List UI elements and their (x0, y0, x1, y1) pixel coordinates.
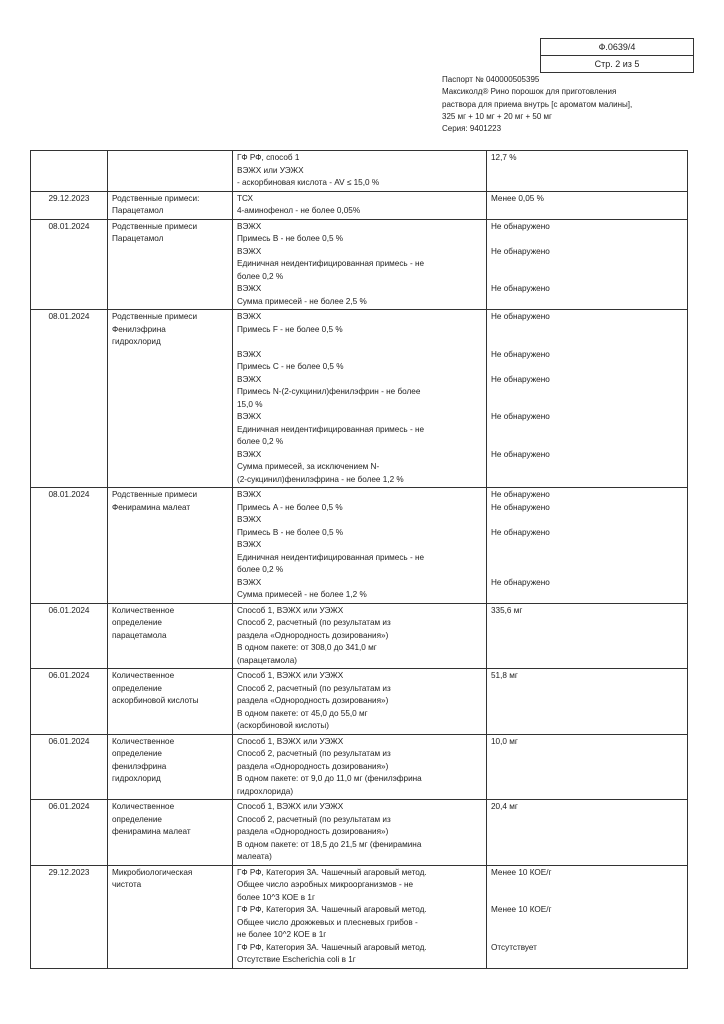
test-date: 06.01.2024 (48, 605, 90, 615)
result-value (491, 786, 683, 799)
method-spec-line: ВЭЖХ (237, 312, 262, 321)
test-name-cell (108, 310, 233, 488)
method-spec-cell (233, 669, 487, 735)
test-name-line: гидрохлорид (112, 774, 161, 783)
result-value (491, 720, 683, 733)
method-spec-line: В одном пакете: от 18,5 до 21,5 мг (фенирамина (237, 839, 422, 849)
method-spec-line: 15,0 % (237, 399, 263, 409)
result-value (491, 296, 683, 309)
method-spec-line: более 10^3 КОЕ в 1г (237, 892, 315, 902)
method-spec-line: Способ 1, ВЭЖХ или УЭЖХ (237, 605, 344, 615)
test-name-line: Родственные примеси (112, 490, 198, 499)
table-row (31, 865, 688, 968)
method-spec-line: 4-аминофенол - не более 0,05% (237, 206, 361, 215)
result-cell (487, 488, 688, 604)
result-value: Менее 10 КОЕ/г (491, 905, 552, 914)
result-value (491, 642, 683, 655)
result-value (491, 539, 683, 552)
result-cell (487, 865, 688, 968)
result-value (491, 761, 683, 774)
method-spec-line: ТСХ (237, 193, 253, 203)
method-spec-line: Примесь B - не более 0,5 % (237, 234, 344, 243)
table-row (31, 219, 688, 310)
test-date: 08.01.2024 (48, 221, 90, 231)
result-value (491, 917, 683, 930)
test-date-cell (31, 151, 108, 192)
method-spec-line: ВЭЖХ (237, 349, 262, 359)
result-value (491, 271, 683, 284)
result-value (491, 655, 683, 668)
test-date: 06.01.2024 (48, 802, 90, 811)
result-value (491, 424, 683, 437)
method-spec-line: ГФ РФ, Категория 3А. Чашечный агаровый метод. (237, 905, 427, 914)
test-date-cell (31, 219, 108, 310)
table-row (31, 603, 688, 669)
result-value: 20,4 мг (491, 802, 518, 811)
table-row (31, 734, 688, 800)
passport-number: Паспорт № 040000505395 (442, 75, 540, 84)
result-value (491, 826, 683, 839)
method-spec-line: - аскорбиновая кислота - AV ≤ 15,0 % (237, 178, 380, 187)
method-spec-line: Единичная неидентифицированная примесь - не (237, 552, 425, 562)
result-value (491, 892, 683, 905)
result-cell (487, 219, 688, 310)
method-spec-line: ВЭЖХ (237, 284, 262, 293)
method-spec-cell (233, 191, 487, 219)
method-spec-line: Сумма примесей, за исключением N- (237, 462, 380, 471)
test-name-line: фенирамина малеат (112, 827, 191, 836)
table-row (31, 151, 688, 192)
test-name-line: Парацетамол (112, 206, 164, 215)
product-dosage: 325 мг + 10 мг + 20 мг + 50 мг (442, 111, 552, 121)
product-name-line-2: раствора для приема внутрь [с ароматом малины], (442, 99, 633, 109)
test-name-line: Количественное (112, 671, 175, 680)
result-value: 51,8 мг (491, 671, 518, 680)
page-number: Стр. 2 из 5 (541, 55, 693, 72)
result-value: Не обнаружено (491, 412, 550, 421)
method-spec-line: Способ 2, расчетный (по результатам из (237, 683, 391, 693)
test-date: 29.12.2023 (48, 193, 90, 203)
method-spec-line: раздела «Однородность дозирования») (237, 761, 389, 771)
test-name-cell (108, 800, 233, 866)
test-name-cell (108, 734, 233, 800)
method-spec-line: Примесь F - не более 0,5 % (237, 324, 343, 334)
method-spec-line: Общее число дрожжевых и плесневых грибов - (237, 917, 418, 927)
method-spec-cell (233, 865, 487, 968)
test-name-cell (108, 865, 233, 968)
result-value (491, 552, 683, 565)
test-name-line: Фенирамина малеат (112, 502, 191, 512)
method-spec-line: Сумма примесей - не более 2,5 % (237, 296, 367, 306)
test-name-cell (108, 669, 233, 735)
result-value (491, 233, 683, 246)
table-row (31, 800, 688, 866)
result-cell (487, 151, 688, 192)
test-date-cell (31, 603, 108, 669)
result-value (491, 954, 683, 967)
result-value (491, 514, 683, 527)
test-date-cell (31, 191, 108, 219)
form-code: Ф.0639/4 (598, 42, 636, 52)
method-spec-line: Единичная неидентифицированная примесь - не (237, 424, 425, 434)
method-spec-line: ВЭЖХ (237, 374, 262, 384)
result-value (491, 324, 683, 337)
test-name-line: Количественное (112, 736, 175, 746)
result-value: 10,0 мг (491, 736, 518, 746)
method-spec-line: раздела «Однородность дозирования») (237, 630, 389, 640)
result-value (491, 436, 683, 449)
result-cell (487, 669, 688, 735)
result-value: Не обнаружено (491, 221, 550, 231)
test-name-line: Фенилэфрина (112, 324, 166, 334)
test-name-line: чистота (112, 880, 142, 889)
table-row (31, 488, 688, 604)
result-value: 335,6 мг (491, 605, 523, 615)
method-spec-cell (233, 310, 487, 488)
test-name-line: определение (112, 749, 162, 758)
method-spec-line: ВЭЖХ (237, 577, 262, 587)
result-value (491, 879, 683, 892)
result-value: Не обнаружено (491, 374, 550, 384)
result-value: Не обнаружено (491, 502, 550, 512)
method-spec-line: ВЭЖХ или УЭЖХ (237, 165, 304, 175)
result-value: Отсутствует (491, 942, 537, 952)
result-value (491, 336, 683, 349)
test-date-cell (31, 310, 108, 488)
method-spec-line (237, 336, 482, 349)
test-date-cell (31, 488, 108, 604)
result-cell (487, 734, 688, 800)
method-spec-line: (аскорбиновой кислоты) (237, 721, 330, 730)
method-spec-line: Способ 1, ВЭЖХ или УЭЖХ (237, 671, 344, 680)
method-spec-line: В одном пакете: от 45,0 до 55,0 мг (237, 708, 368, 718)
table-row (31, 669, 688, 735)
result-value (491, 165, 683, 178)
result-value: Не обнаружено (491, 312, 550, 321)
test-name-line: Парацетамол (112, 234, 164, 243)
test-name-line: Микробиологическая (112, 867, 193, 877)
method-spec-line: Примесь B - не более 0,5 % (237, 527, 344, 537)
test-name-line: фенилэфрина (112, 761, 167, 771)
test-name-line: определение (112, 814, 162, 824)
method-spec-line: ВЭЖХ (237, 515, 262, 524)
result-value (491, 814, 683, 827)
method-spec-cell (233, 603, 487, 669)
test-date-cell (31, 669, 108, 735)
result-value (491, 386, 683, 399)
table-row (31, 191, 688, 219)
product-name-line-1: Максиколд® Рино порошок для приготовления (442, 87, 617, 97)
result-value (491, 630, 683, 643)
test-date: 08.01.2024 (48, 312, 90, 321)
method-spec-line: не более 10^2 КОЕ в 1г (237, 930, 327, 939)
test-date-cell (31, 800, 108, 866)
result-cell (487, 191, 688, 219)
method-spec-line: ВЭЖХ (237, 246, 262, 256)
result-value (491, 474, 683, 487)
test-name-line: определение (112, 683, 162, 693)
form-code-box (540, 38, 694, 73)
result-cell (487, 800, 688, 866)
result-value (491, 258, 683, 271)
result-value (491, 564, 683, 577)
method-spec-line: (парацетамола) (237, 655, 297, 665)
result-cell (487, 603, 688, 669)
method-spec-line: В одном пакете: от 9,0 до 11,0 мг (фенилэфрина (237, 774, 422, 783)
method-spec-line: ГФ РФ, способ 1 (237, 153, 300, 162)
method-spec-line: малеата) (237, 852, 272, 861)
test-date: 06.01.2024 (48, 671, 90, 680)
method-spec-line: раздела «Однородность дозирования») (237, 696, 389, 705)
method-spec-line: ГФ РФ, Категория 3А. Чашечный агаровый метод. (237, 867, 427, 877)
result-value: 12,7 % (491, 153, 517, 162)
result-value: Не обнаружено (491, 527, 550, 537)
result-value: Менее 10 КОЕ/г (491, 867, 552, 877)
method-spec-line: Отсутствие Escherichia coli в 1г (237, 955, 356, 964)
method-spec-line: Единичная неидентифицированная примесь - не (237, 259, 425, 268)
result-value (491, 773, 683, 786)
test-name-line: аскорбиновой кислоты (112, 696, 199, 705)
method-spec-line: более 0,2 % (237, 271, 284, 281)
test-date-cell (31, 865, 108, 968)
test-name-cell (108, 603, 233, 669)
method-spec-line: ВЭЖХ (237, 221, 262, 231)
result-value (491, 683, 683, 696)
method-spec-line: В одном пакете: от 308,0 до 341,0 мг (237, 643, 377, 652)
document-header (442, 74, 702, 135)
test-name-line: Количественное (112, 802, 175, 811)
result-value (491, 851, 683, 864)
method-spec-line: более 0,2 % (237, 565, 284, 574)
batch-number: Серия: 9401223 (442, 124, 502, 134)
method-spec-line: (2-сукцинил)фенилэфрина - не более 1,2 % (237, 474, 404, 484)
result-value: Не обнаружено (491, 349, 550, 359)
method-spec-line: Способ 2, расчетный (по результатам из (237, 749, 391, 758)
method-spec-line: Сумма примесей - не более 1,2 % (237, 590, 367, 599)
result-value (491, 361, 683, 374)
result-value: Не обнаружено (491, 246, 550, 256)
method-spec-line: ГФ РФ, Категория 3А. Чашечный агаровый метод. (237, 942, 427, 952)
method-spec-line: Способ 1, ВЭЖХ или УЭЖХ (237, 802, 344, 811)
method-spec-line: ВЭЖХ (237, 412, 262, 421)
result-value (491, 929, 683, 942)
result-cell (487, 310, 688, 488)
test-name-line: Родственные примеси: (112, 193, 200, 203)
test-name-line: парацетамола (112, 630, 167, 640)
method-spec-line: Способ 2, расчетный (по результатам из (237, 814, 391, 824)
method-spec-cell (233, 800, 487, 866)
method-spec-line: Примесь C - не более 0,5 % (237, 362, 344, 371)
test-name-line: Родственные примеси (112, 312, 198, 321)
method-spec-cell (233, 734, 487, 800)
result-value (491, 461, 683, 474)
result-value (491, 177, 683, 190)
test-date: 29.12.2023 (48, 867, 90, 877)
test-name-cell (108, 488, 233, 604)
result-value (491, 708, 683, 721)
result-value: Не обнаружено (491, 284, 550, 293)
test-date: 08.01.2024 (48, 490, 90, 499)
result-value (491, 748, 683, 761)
result-value (491, 695, 683, 708)
test-name-line: Количественное (112, 605, 175, 615)
result-value (491, 839, 683, 852)
result-value: Не обнаружено (491, 490, 550, 499)
method-spec-line: ВЭЖХ (237, 540, 262, 549)
test-date-cell (31, 734, 108, 800)
test-name-line: определение (112, 618, 162, 627)
method-spec-line: ВЭЖХ (237, 449, 262, 459)
result-value (491, 589, 683, 602)
method-spec-line: гидрохлорида) (237, 786, 294, 796)
method-spec-line: Примесь A - не более 0,5 % (237, 502, 343, 512)
test-results-table (30, 150, 688, 969)
result-value (491, 399, 683, 412)
test-name-line: гидрохлорид (112, 337, 161, 346)
method-spec-cell (233, 488, 487, 604)
method-spec-cell (233, 151, 487, 192)
method-spec-line: Способ 1, ВЭЖХ или УЭЖХ (237, 736, 344, 746)
method-spec-cell (233, 219, 487, 310)
result-value (491, 205, 683, 218)
method-spec-line: Примесь N-(2-сукцинил)фенилэфрин - не более (237, 387, 421, 396)
result-value: Не обнаружено (491, 449, 550, 459)
test-date: 06.01.2024 (48, 736, 90, 746)
method-spec-line: Способ 2, расчетный (по результатам из (237, 618, 391, 627)
table-row (31, 310, 688, 488)
test-name-cell (108, 151, 233, 192)
test-name-cell (108, 191, 233, 219)
result-value: Менее 0,05 % (491, 193, 544, 203)
test-name-cell (108, 219, 233, 310)
method-spec-line: раздела «Однородность дозирования») (237, 827, 389, 836)
test-name-line: Родственные примеси (112, 221, 198, 231)
result-value: Не обнаружено (491, 577, 550, 587)
result-value (491, 617, 683, 630)
method-spec-line: более 0,2 % (237, 437, 284, 446)
method-spec-line: Общее число аэробных микроорганизмов - не (237, 880, 414, 889)
method-spec-line: ВЭЖХ (237, 490, 262, 499)
